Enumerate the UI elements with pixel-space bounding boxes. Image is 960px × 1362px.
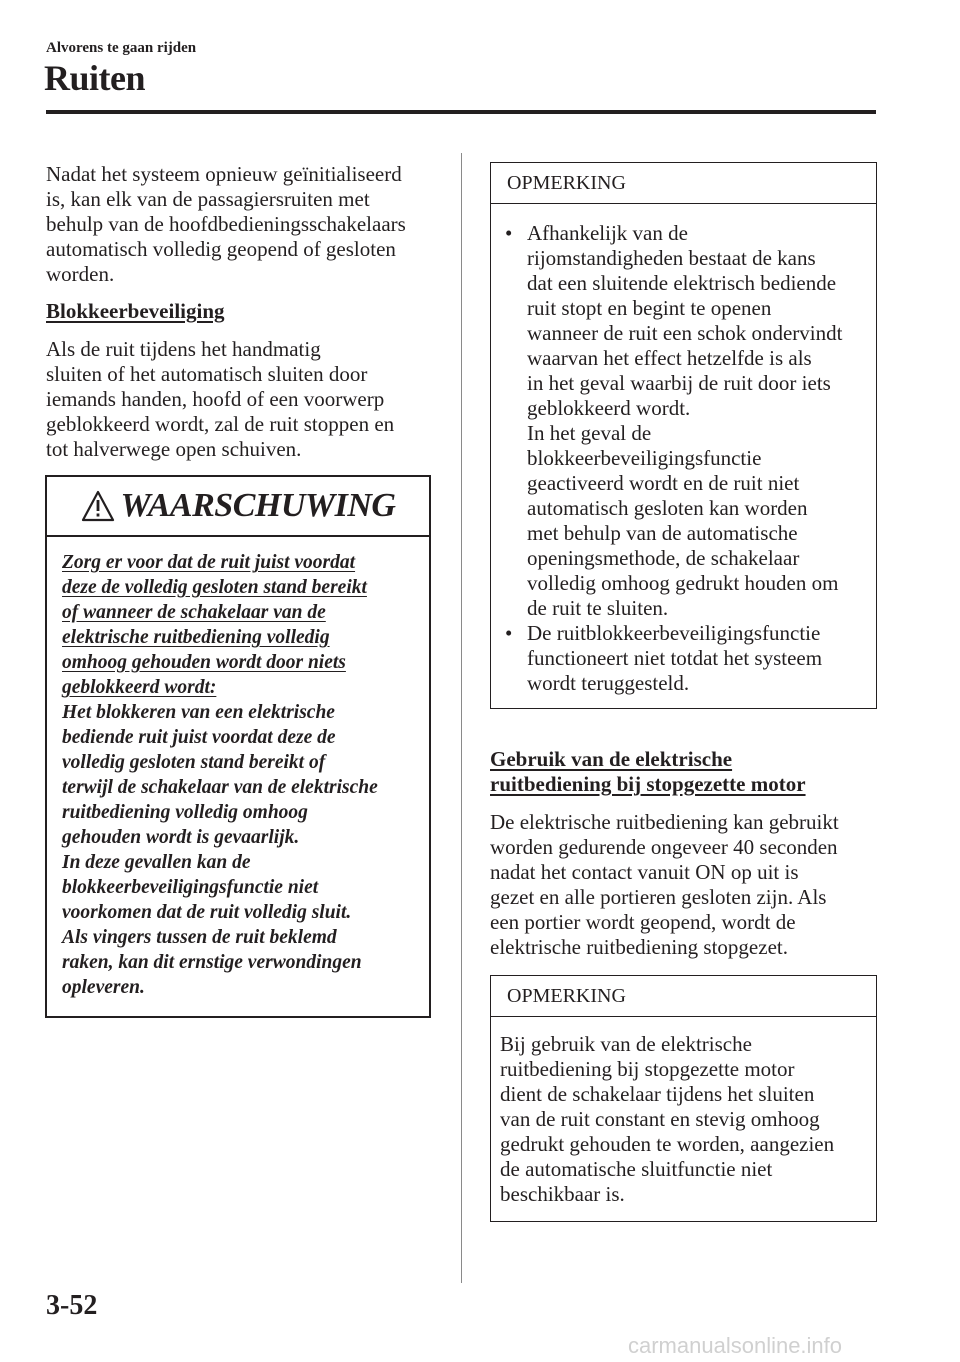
warning-body-line: raken, kan dit ernstige verwondingen [62,952,362,973]
warning-body-line: terwijl de schakelaar van de elektrische [62,777,378,798]
heading-line: ruitbediening bij stopgezette motor [490,772,806,796]
note-line: De ruitblokkeerbeveiligingsfunctie [527,621,821,645]
intro-line: automatisch volledig geopend of gesloten [46,237,396,261]
warning-body-line: bediende ruit juist voordat deze de [62,727,336,748]
note-line: gedrukt gehouden te worden, aangezien [500,1132,835,1156]
column-divider [461,153,462,1283]
note-line: de ruit te sluiten. [527,596,669,620]
note-line: Afhankelijk van de [527,221,688,245]
warning-body [47,550,425,1000]
warning-body-line: volledig gesloten stand bereikt of [62,752,326,773]
note-line: in het geval waarbij de ruit door iets [527,371,831,395]
note-line: rijomstandigheden bestaat de kans [527,246,816,270]
note-line: wanneer de ruit een schok ondervindt [527,321,843,345]
warning-underlined-line: omhoog gehouden wordt door niets [62,652,346,673]
warning-body-line: opleveren. [62,977,145,998]
paragraph-line: Als de ruit tijdens het handmatig [46,337,321,361]
blokkeerbeveiliging-heading: Blokkeerbeveiliging [46,299,225,323]
warning-body-line: ruitbediening volledig omhoog [62,802,308,823]
note-line: geblokkeerd wordt. [527,396,691,420]
paragraph-line: De elektrische ruitbediening kan gebruikt [490,810,839,834]
intro-line: Nadat het systeem opnieuw geïnitialiseerd [46,162,402,186]
warning-triangle-icon [81,490,115,522]
note-line: blokkeerbeveiligingsfunctie [527,446,762,470]
paragraph-line: geblokkeerd wordt, zal de ruit stoppen en [46,412,395,436]
title-rule [46,110,876,114]
note-list-item [505,221,875,621]
note-line: waarvan het effect hetzelfde is als [527,346,812,370]
warning-underlined-line: elektrische ruitbediening volledig [62,627,330,648]
warning-body-line: Het blokkeren van een elektrische [62,702,335,723]
paragraph-line: nadat het contact vanuit ON op uit is [490,860,799,884]
watermark: carmanualsonline.info [628,1333,843,1358]
note-line: dat een sluitende elektrisch bediende [527,271,837,295]
note-title: OPMERKING [507,172,626,194]
page-number: 3-52 [46,1290,98,1321]
warning-header [47,477,429,537]
note-title: OPMERKING [507,985,626,1007]
intro-line: behulp van de hoofdbedieningsschakelaars [46,212,406,236]
paragraph-line: iemands handen, hoofd of een voorwerp [46,387,385,411]
note-line: volledig omhoog gedrukt houden om [527,571,839,595]
intro-paragraph [46,162,441,287]
warning-body-line: gehouden wordt is gevaarlijk. [62,827,300,848]
paragraph-line: sluiten of het automatisch sluiten door [46,362,368,386]
note-line: In het geval de [527,421,652,445]
paragraph-line: worden gedurende ongeveer 40 seconden [490,835,838,859]
warning-body-line: Als vingers tussen de ruit beklemd [62,927,337,948]
bullet-icon: • [505,621,513,645]
paragraph-line: tot halverwege open schuiven. [46,437,302,461]
stopped-motor-paragraph [490,810,875,960]
note-line: Bij gebruik van de elektrische [500,1032,752,1056]
bullet-icon: • [505,221,513,245]
warning-underlined-line: of wanneer de schakelaar van de [62,602,326,623]
note-list-item [505,621,875,696]
intro-line: worden. [46,262,115,286]
stopped-motor-heading [490,747,806,797]
note-header [491,163,876,204]
warning-underlined-line: Zorg er voor dat de ruit juist voordat [62,552,356,573]
note-header [491,976,876,1017]
note-line: met behulp van de automatische [527,521,798,545]
note-line: openingsmethode, de schakelaar [527,546,800,570]
warning-body-line: In deze gevallen kan de [62,852,251,873]
note-line: van de ruit constant en stevig omhoog [500,1107,820,1131]
note-line: ruitbediening bij stopgezette motor [500,1057,795,1081]
warning-box [45,475,431,1018]
note-line: dient de schakelaar tijdens het sluiten [500,1082,815,1106]
note-line: functioneert niet totdat het systeem [527,646,823,670]
heading-line: Gebruik van de elektrische [490,747,733,771]
warning-body-line: blokkeerbeveiligingsfunctie niet [62,877,319,898]
note-line: wordt teruggesteld. [527,671,690,695]
note-line: geactiveerd wordt en de ruit niet [527,471,800,495]
warning-title: WAARSCHUWING [120,487,396,524]
warning-body-line: voorkomen dat de ruit volledig sluit. [62,902,352,923]
note-line: ruit stopt en begint te openen [527,296,772,320]
intro-line: is, kan elk van de passagiersruiten met [46,187,370,211]
warning-underlined-line: deze de volledig gesloten stand bereikt [62,577,367,598]
note-box-2 [490,975,877,1222]
paragraph-line: een portier wordt geopend, wordt de [490,910,796,934]
blokkeerbeveiliging-paragraph [46,337,441,462]
paragraph-line: elektrische ruitbediening stopgezet. [490,935,788,959]
note-list [505,221,875,696]
note-line: automatisch gesloten kan worden [527,496,808,520]
note-line: de automatische sluitfunctie niet [500,1157,773,1181]
warning-underlined-line: geblokkeerd wordt: [62,677,217,698]
note-line: beschikbaar is. [500,1182,625,1206]
note-box-1 [490,162,877,709]
page-title: Ruiten [44,58,146,98]
paragraph-line: gezet en alle portieren gesloten zijn. Als [490,885,827,909]
note-body [500,1032,875,1207]
section-label: Alvorens te gaan rijden [46,40,197,56]
